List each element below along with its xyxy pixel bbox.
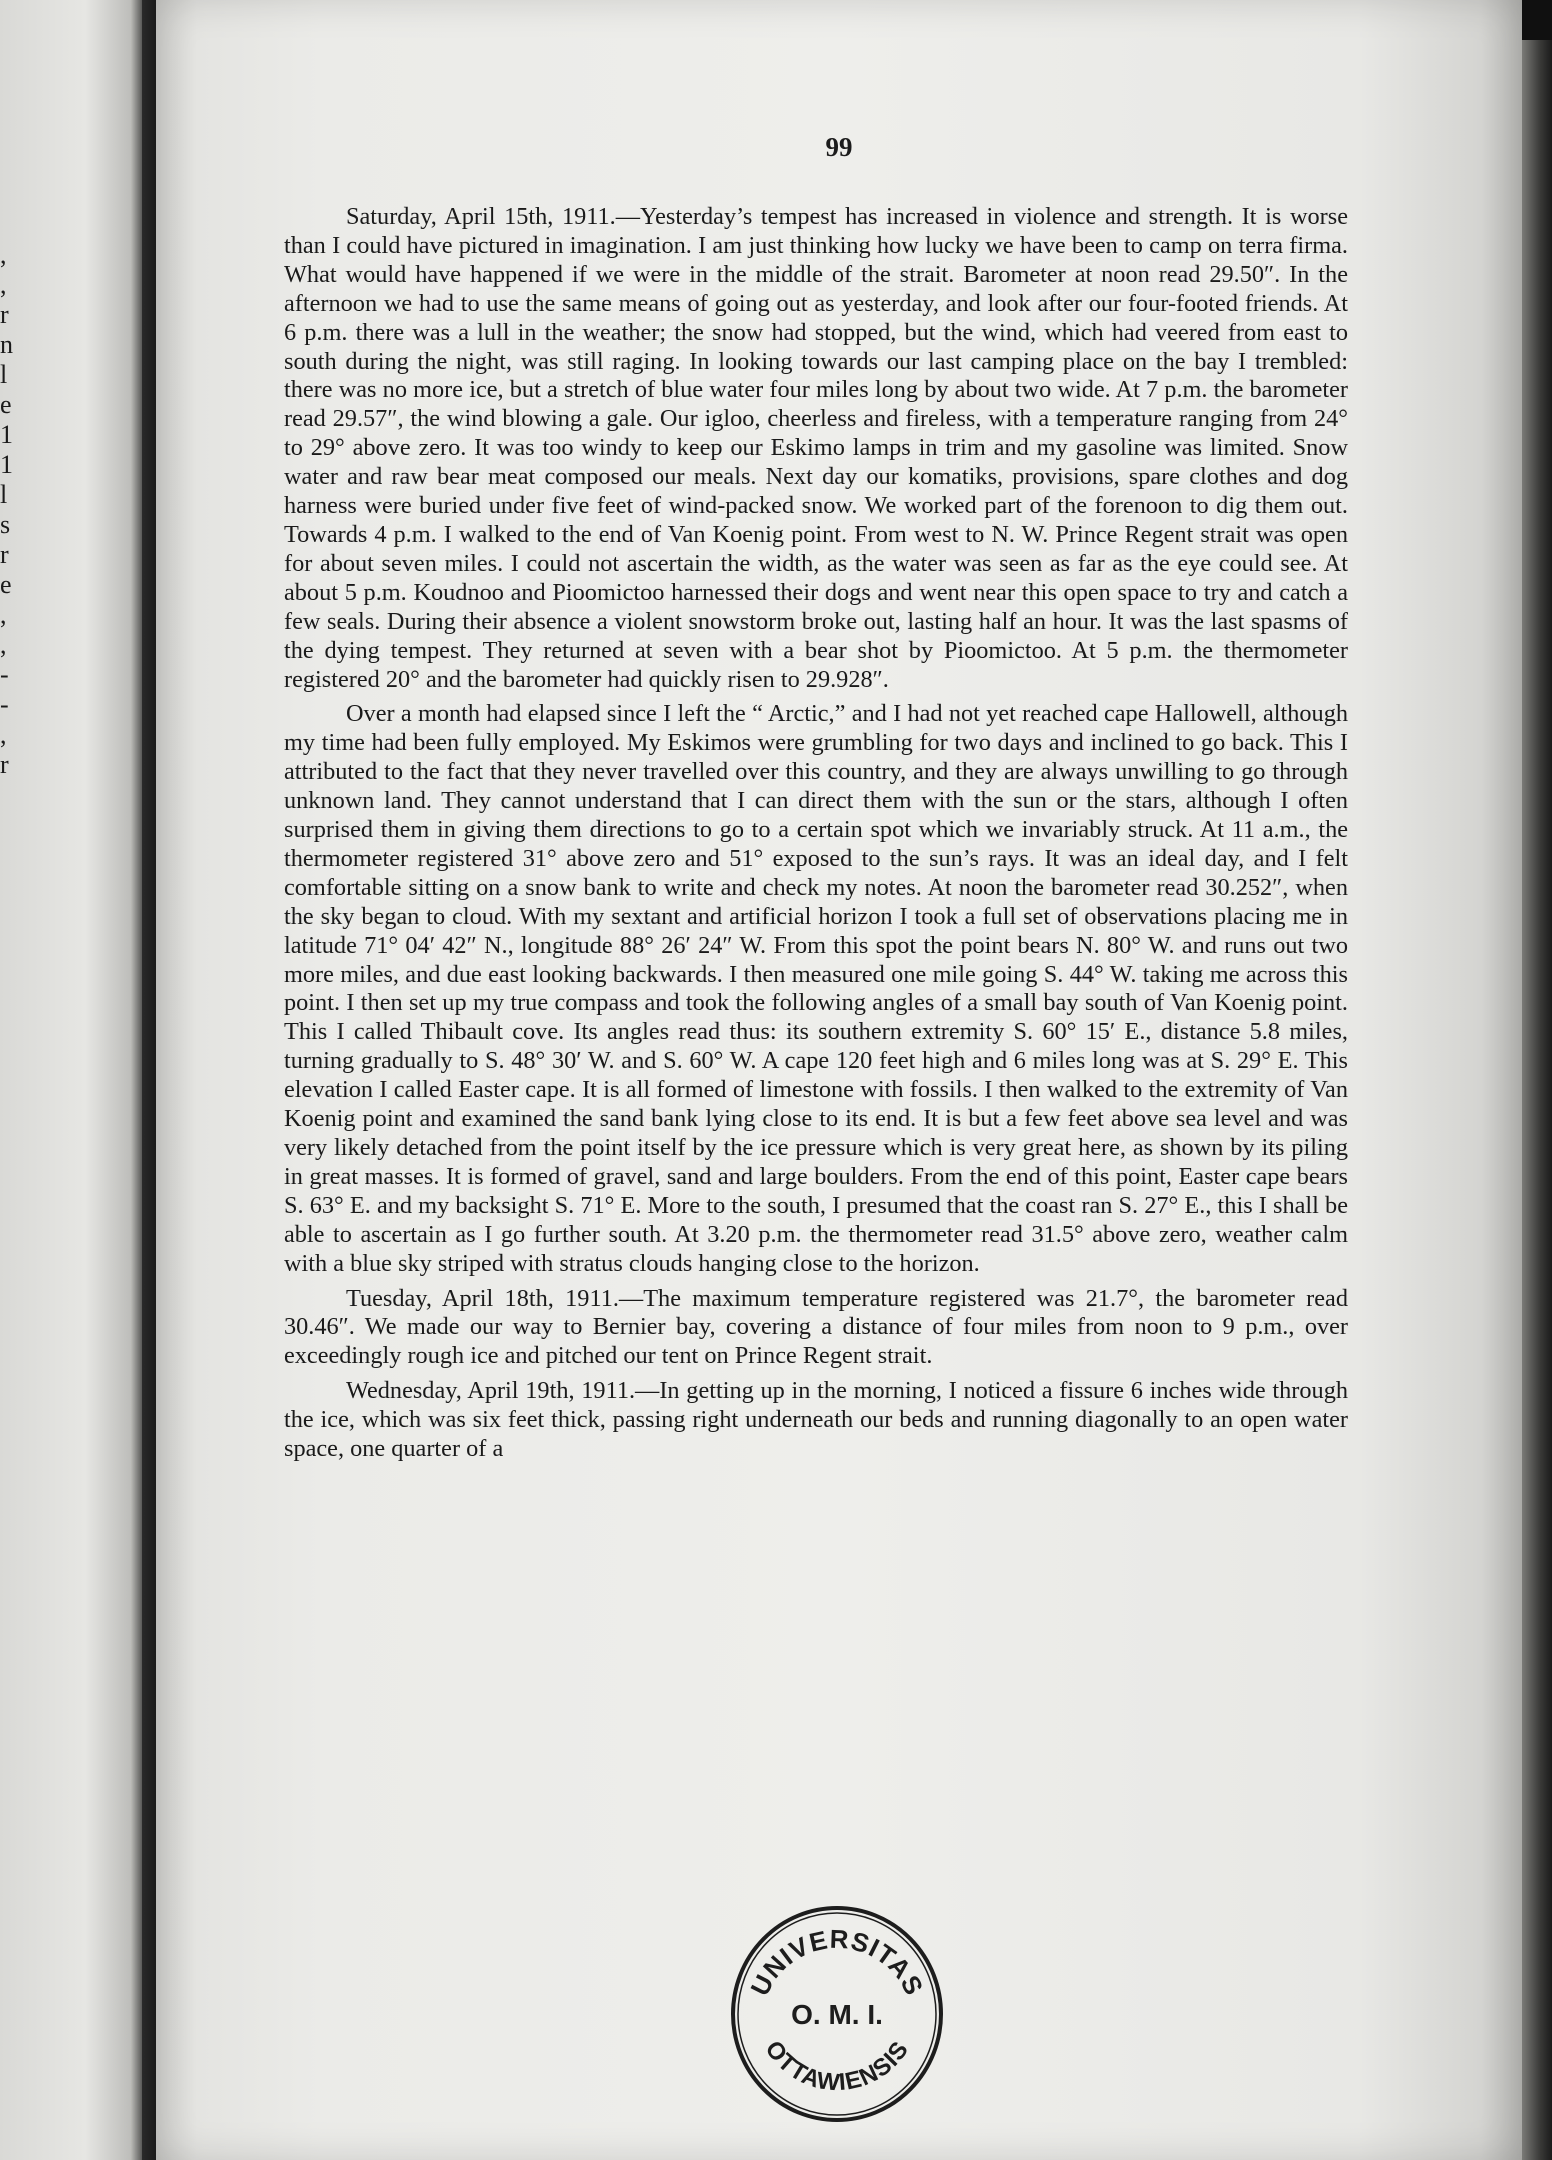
stamp-center-text: O. M. I. — [791, 1999, 883, 2030]
page-number: 99 — [825, 132, 853, 162]
page-stack-edge — [1522, 40, 1552, 2160]
paragraph-april-19: Wednesday, April 19th, 1911.—In getting up in the morning, I noticed a fissure 6 inches wide through the ice, which was six feet thick, passing right underneath our beds and running diagonally to an open water space, one quarter of a — [284, 1377, 1348, 1463]
stamp-bottom-text: OTTAWIENSIS — [759, 2035, 915, 2097]
book-gutter — [142, 0, 156, 2160]
facing-page-edge — [0, 0, 142, 2160]
page-body-text — [284, 203, 1348, 1470]
facing-page-text-fragments: , , r n l e 1 1 l s r e , , - - , r — [0, 240, 13, 779]
paragraph-month-elapsed: Over a month had elapsed since I left the “ Arctic,” and I had not yet reached cape Hallowell, although my time had been fully employed. My Eskimos were grumbling for two days and inclined to go back. This I attributed to the fact that they never travelled over this country, and they are always unwilling to go through unknown land. They cannot understand that I can direct them with the sun or the stars, although I often surprised them in giving them directions to go to a certain spot which we invariably struck. At 11 a.m., the thermometer registered 31° above zero and 51° exposed to the sun’s rays. It was an ideal day, and I felt comfortable sitting on a snow bank to write and check my notes. At noon the barometer read 30.252″, when the sky began to cloud. With my sextant and artificial horizon I took a full set of observations placing me in latitude 71° 04′ 42″ N., longitude 88° 26′ 24″ W. From this spot the point bears N. 80° W. and runs out two more miles, and due east looking backwards. I then measured one mile going S. 44° W. taking me across this point. I then set up my true compass and took the following angles of a small bay south of Van Koenig point. This I called Thibault cove. Its angles read thus: its southern extremity S. 60° 15′ E., distance 5.8 miles, turning gradually to S. 48° 30′ W. and S. 60° W. A cape 120 feet high and 6 miles long was at S. 29° E. This elevation I called Easter cape. It is all formed of limestone with fossils. I then walked to the extremity of Van Koenig point and examined the sand bank lying close to its end. It is but a few feet above sea level and was very likely detached from the point itself by the ice pressure which is very great here, as shown by its piling in great masses. It is formed of gravel, sand and large boulders. From the end of this point, Easter cape bears S. 63° E. and my backsight S. 71° E. More to the south, I presumed that the coast ran S. 27° E., this I shall be able to ascertain as I go further south. At 3.20 p.m. the thermometer read 31.5° above zero, weather calm with a blue sky striped with stratus clouds hanging close to the horizon. — [284, 700, 1348, 1277]
stamp-seal — [728, 1905, 946, 2123]
book-page — [156, 0, 1522, 2160]
stamp-top-text: UNIVERSITAS — [744, 1923, 930, 2001]
paragraph-april-15: Saturday, April 15th, 1911.—Yesterday’s tempest has increased in violence and strength. It is worse than I could have pictured in imagination. I am just thinking how lucky we have been to camp on terra firma. What would have happened if we were in the middle of the strait. Barometer at noon read 29.50″. In the afternoon we had to use the same means of going out as yesterday, and look after our four-footed friends. At 6 p.m. there was a lull in the weather; the snow had stopped, but the wind, which had veered from east to south during the night, was still raging. In looking towards our last camping place on the bay I trembled: there was no more ice, but a stretch of blue water four miles long by about two wide. At 7 p.m. the barometer read 29.57″, the wind blowing a gale. Our igloo, cheerless and fireless, with a temperature ranging from 24° to 29° above zero. It was too windy to keep our Eskimo lamps in trim and my gasoline was limited. Snow water and raw bear meat composed our meals. Next day our komatiks, provisions, spare clothes and dog harness were buried under five feet of wind-packed snow. We worked part of the forenoon to dig them out. Towards 4 p.m. I walked to the end of Van Koenig point. From west to N. W. Prince Regent strait was open for about seven miles. I could not ascertain the width, as the water was seen as far as the eye could see. At about 5 p.m. Koudnoo and Pioomictoo harnessed their dogs and went near this open space to try and catch a few seals. During their absence a violent snowstorm broke out, lasting half an hour. It was the last spasms of the dying tempest. They returned at seven with a bear shot by Pioomictoo. At 5 p.m. the thermometer registered 20° and the barometer had quickly risen to 29.928″. — [284, 203, 1348, 693]
library-stamp — [728, 1905, 946, 2123]
paragraph-april-18: Tuesday, April 18th, 1911.—The maximum temperature registered was 21.7°, the barometer read 30.46″. We made our way to Bernier bay, covering a distance of four miles from noon to 9 p.m., over exceedingly rough ice and pitched our tent on Prince Regent strait. — [284, 1284, 1348, 1370]
